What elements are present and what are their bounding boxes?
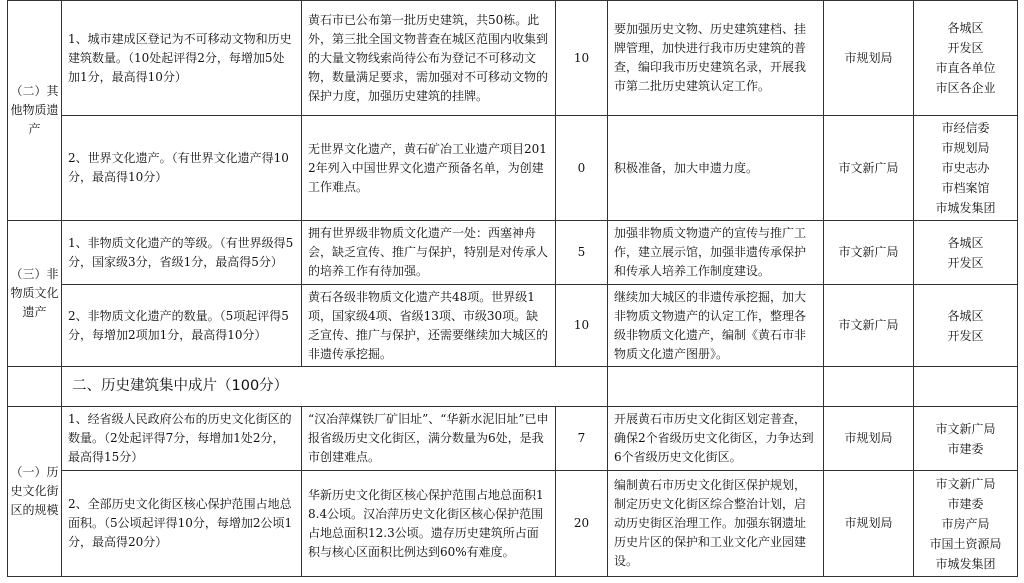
evaluation-table [7,0,1018,577]
status-cell: 黄石市已公布第一批历史建筑，共50栋。此外，第三批全国文物普查在城区范围内收集到的大量文物线索尚待公布为登记不可移动文物，数量满足要求，需加强对不可移动文物的保护力度，加强历史建筑的挂牌。 [302,1,556,116]
unit-name: 市经信委 [941,121,990,135]
category-cell: （三）非物质文化遗产 [8,221,62,367]
unit-name: 市文新广局 [935,476,996,491]
score-cell: 7 [556,407,608,471]
unit-name: 市文新广局 [935,421,996,436]
unit-name: 市建委 [947,496,984,511]
score-cell: 20 [556,471,608,577]
unit-name: 市房产局 [941,516,990,531]
table-row [8,407,1018,471]
category-cell: （二）其他物质遗产 [8,1,62,221]
measure-cell: 开展黄石市历史文化街区划定普查，确保2个省级历史文化街区，力争达到6个省级历史文化街区。 [608,407,824,471]
unit-name: 市档案馆 [941,181,990,195]
unit-name: 市直各单位 [935,61,996,75]
unit-name: 市建委 [947,441,984,456]
units-cell [914,1,1018,116]
unit-name: 开发区 [947,41,984,55]
unit-name: 市城发集团 [935,201,996,215]
lead-dept-cell: 市规划局 [824,1,914,116]
table-row [8,367,1018,407]
blank-cell [914,367,1018,407]
table-row [8,285,1018,367]
status-cell: 黄石各级非物质文化遗产共48项。世界级1项，国家级4项、省级13项、市级30项。缺乏宣传、推广与保护，还需要继续加大城区的非遗传承挖掘。 [302,285,556,367]
table-row [8,471,1018,577]
measure-cell: 加强非物质文物遗产的宣传与推广工作，建立展示馆，加强非遗传承保护和传承人培养工作制度建设。 [608,221,824,285]
unit-name: 市区各企业 [935,81,996,95]
criterion-cell: 2、全部历史文化街区核心保护范围占地总面积。（5公顷起评得10分，每增加2公顷1分，最高得20分） [62,471,302,577]
criterion-cell: 1、非物质文化遗产的等级。（有世界级得5分，国家级3分，省级1分，最高得5分） [62,221,302,285]
lead-dept-cell: 市规划局 [824,407,914,471]
measure-cell: 编制黄石市历史文化街区保护规划，制定历史文化街区综合整治计划，启动历史街区治理工作。加强东钢遗址历史片区的保护和工业文化产业园建设。 [608,471,824,577]
units-cell [914,116,1018,221]
table-row [8,116,1018,221]
score-cell: 0 [556,116,608,221]
status-cell: 华新历史文化街区核心保护范围占地总面积18.4公顷。汉冶萍历史文化街区核心保护范围占地总面积12.3公顷。遗存历史建筑所占面积与核心区面积比例达到60%有难度。 [302,471,556,577]
unit-name: 市国土资源局 [929,536,1002,551]
lead-dept-cell: 市文新广局 [824,116,914,221]
category-cell: （一）历史文化街区的规模 [8,407,62,577]
units-cell [914,221,1018,285]
unit-name: 各城区 [947,235,984,250]
unit-name: 开发区 [947,255,984,270]
table-row [8,1,1018,116]
table-row [8,221,1018,285]
measure-cell: 继续加大城区的非遗传承挖掘，加大非物质文物遗产的认定工作，整理各级非物质文化遗产，编制《黄石市非物质文化遗产图册》。 [608,285,824,367]
blank-cell [608,367,824,407]
units-cell [914,407,1018,471]
blank-cell [8,367,62,407]
lead-dept-cell: 市规划局 [824,471,914,577]
criterion-cell: 1、城市建成区登记为不可移动文物和历史建筑数量。（10处起评得2分，每增加5处加1分，最高得10分） [62,1,302,116]
unit-name: 各城区 [947,21,984,35]
unit-name: 开发区 [947,328,984,343]
measure-cell: 积极准备，加大申遗力度。 [608,116,824,221]
blank-cell [824,367,914,407]
unit-name: 市城发集团 [935,556,996,571]
status-cell: 拥有世界级非物质文化遗产一处：西塞神舟会，缺乏宣传、推广与保护，特别是对传承人的培养工作有待加强。 [302,221,556,285]
unit-name: 市规划局 [941,141,990,155]
lead-dept-cell: 市文新广局 [824,285,914,367]
criterion-cell: 2、非物质文化遗产的数量。（5项起评得5分，每增加2项加1分，最高得10分） [62,285,302,367]
criterion-cell: 1、经省级人民政府公布的历史文化街区的数量。（2处起评得7分，每增加1处2分，最高得15分） [62,407,302,471]
status-cell: 无世界文化遗产，黄石矿冶工业遗产项目2012年列入中国世界文化遗产预备名单，为创建工作难点。 [302,116,556,221]
measure-cell: 要加强历史文物、历史建筑建档、挂牌管理，加快进行我市历史建筑的普查，编印我市历史建筑名录，开展我市第二批历史建筑认定工作。 [608,1,824,116]
section-title: 二、历史建筑集中成片（100分） [62,367,608,407]
score-cell: 10 [556,285,608,367]
score-cell: 5 [556,221,608,285]
unit-name: 市史志办 [941,161,990,175]
units-cell [914,471,1018,577]
lead-dept-cell: 市文新广局 [824,221,914,285]
unit-name: 各城区 [947,308,984,323]
status-cell: “汉冶萍煤铁厂矿旧址”、“华新水泥旧址”已申报省级历史文化街区，满分数量为6处，是我市创建难点。 [302,407,556,471]
units-cell [914,285,1018,367]
score-cell: 10 [556,1,608,116]
criterion-cell: 2、世界文化遗产。（有世界文化遗产得10分，最高得10分） [62,116,302,221]
